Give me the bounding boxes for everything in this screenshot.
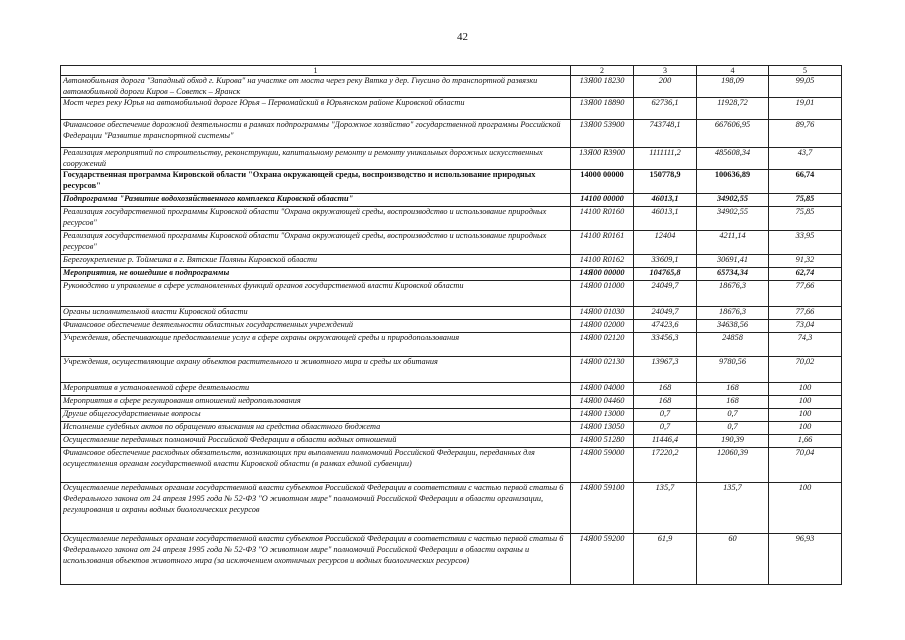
cell-fact: 60 (697, 534, 769, 585)
table-row (61, 194, 842, 207)
cell-name: Мероприятия в установленной сфере деятельности (61, 383, 571, 396)
cell-fact: 4211,14 (697, 231, 769, 255)
cell-name: Органы исполнительной власти Кировской области (61, 307, 571, 320)
cell-pct: 100 (769, 409, 842, 422)
cell-plan: 168 (634, 396, 697, 409)
table-row (61, 357, 842, 383)
budget-table-body (61, 66, 842, 585)
cell-name: Осуществление переданных полномочий Российской Федерации в области водных отношений (61, 435, 571, 448)
cell-pct: 33,95 (769, 231, 842, 255)
budget-table (60, 65, 842, 585)
cell-fact: 135,7 (697, 483, 769, 534)
table-row (61, 320, 842, 333)
cell-pct: 91,32 (769, 255, 842, 268)
table-row (61, 448, 842, 483)
cell-pct: 73,04 (769, 320, 842, 333)
cell-pct: 77,66 (769, 281, 842, 307)
table-row (61, 396, 842, 409)
cell-plan: 135,7 (634, 483, 697, 534)
cell-pct: 66,74 (769, 170, 842, 194)
cell-plan: 12404 (634, 231, 697, 255)
cell-name: Финансовое обеспечение расходных обязательств, возникающих при выполнении полномочий Российской Федерации, переданных для осуществления органам государственной власти Кировской области (в рамках единой субвенции) (61, 448, 571, 483)
cell-fact: 0,7 (697, 409, 769, 422)
cell-name: Мероприятия в сфере регулирования отношений недропользования (61, 396, 571, 409)
cell-plan: 33609,1 (634, 255, 697, 268)
cell-pct: 70,02 (769, 357, 842, 383)
cell-name: Руководство и управление в сфере установленных функций органов государственной власти Кировской области (61, 281, 571, 307)
cell-fact: 9780,56 (697, 357, 769, 383)
cell-pct: 100 (769, 383, 842, 396)
cell-fact: 485608,34 (697, 148, 769, 170)
cell-fact: 100636,89 (697, 170, 769, 194)
cell-name: Автомобильная дорога "Западный обход г. Кирова" на участке от моста через реку Вятка у дер. Гнусино до транспортной развязки автомобильной дороги Киров – Советск – Яранск (61, 76, 571, 98)
cell-pct: 1,66 (769, 435, 842, 448)
cell-code: 14Я00 59200 (571, 534, 634, 585)
cell-pct: 75,85 (769, 207, 842, 231)
page-number: 42 (457, 31, 468, 43)
cell-plan: 150778,9 (634, 170, 697, 194)
cell-name: Реализация мероприятий по строительству, реконструкции, капитальному ремонту и ремонту уникальных дорожных искусственных сооружений (61, 148, 571, 170)
cell-code: 14Я00 04460 (571, 396, 634, 409)
cell-name: Осуществление переданных органам государственной власти субъектов Российской Федерации в соответствии с частью первой статьи 6 Федерального закона от 24 апреля 1995 года № 52-ФЗ "О животном мире" полномочий Российской Федерации в области организации, регулирования и охраны водных биологических ресурсов (61, 483, 571, 534)
table-row (61, 483, 842, 534)
cell-code: 14100 R0161 (571, 231, 634, 255)
cell-pct: 89,76 (769, 120, 842, 148)
cell-code: 13Я00 18230 (571, 76, 634, 98)
cell-code: 14Я00 02130 (571, 357, 634, 383)
cell-pct: 70,04 (769, 448, 842, 483)
table-row (61, 231, 842, 255)
cell-plan: 104765,8 (634, 268, 697, 281)
cell-fact: 24858 (697, 333, 769, 357)
cell-name: Берегоукрепление р. Тоймешка в г. Вятские Поляны Кировской области (61, 255, 571, 268)
column-header: 3 (634, 66, 697, 76)
cell-plan: 743748,1 (634, 120, 697, 148)
cell-name: Государственная программа Кировской области "Охрана окружающей среды, воспроизводство и использование природных ресурсов" (61, 170, 571, 194)
cell-fact: 11928,72 (697, 98, 769, 120)
cell-plan: 24049,7 (634, 281, 697, 307)
column-header: 4 (697, 66, 769, 76)
cell-plan: 17220,2 (634, 448, 697, 483)
cell-fact: 12060,39 (697, 448, 769, 483)
table-row (61, 170, 842, 194)
cell-code: 14Я00 01000 (571, 281, 634, 307)
cell-fact: 30691,41 (697, 255, 769, 268)
table-row (61, 409, 842, 422)
cell-name: Учреждения, осуществляющие охрану объектов растительного и животного мира и среды их обитания (61, 357, 571, 383)
cell-code: 14100 R0160 (571, 207, 634, 231)
cell-code: 14Я00 01030 (571, 307, 634, 320)
cell-pct: 19,01 (769, 98, 842, 120)
cell-plan: 168 (634, 383, 697, 396)
cell-code: 14100 00000 (571, 194, 634, 207)
cell-code: 14000 00000 (571, 170, 634, 194)
cell-plan: 1111111,2 (634, 148, 697, 170)
cell-name: Учреждения, обеспечивающие предоставление услуг в сфере охраны окружающей среды и природопользования (61, 333, 571, 357)
cell-pct: 99,05 (769, 76, 842, 98)
cell-fact: 65734,34 (697, 268, 769, 281)
column-header: 5 (769, 66, 842, 76)
cell-code: 14Я00 51280 (571, 435, 634, 448)
cell-code: 14Я00 59000 (571, 448, 634, 483)
cell-code: 13Я00 53900 (571, 120, 634, 148)
cell-name: Реализация государственной программы Кировской области "Охрана окружающей среды, воспроизводство и использование природных ресурсов" (61, 207, 571, 231)
table-row (61, 268, 842, 281)
cell-plan: 0,7 (634, 422, 697, 435)
cell-code: 14Я00 04000 (571, 383, 634, 396)
table-header-row (61, 66, 842, 76)
cell-fact: 34902,55 (697, 194, 769, 207)
cell-name: Реализация государственной программы Кировской области "Охрана окружающей среды, воспроизводство и использование природных ресурсов" (61, 231, 571, 255)
cell-plan: 24049,7 (634, 307, 697, 320)
cell-code: 14Я00 13050 (571, 422, 634, 435)
cell-name: Подпрограмма "Развитие водохозяйственного комплекса Кировской области" (61, 194, 571, 207)
table-row (61, 534, 842, 585)
cell-plan: 61,9 (634, 534, 697, 585)
cell-name: Исполнение судебных актов по обращению взыскания на средства областного бюджета (61, 422, 571, 435)
cell-plan: 47423,6 (634, 320, 697, 333)
cell-fact: 168 (697, 383, 769, 396)
table-row (61, 76, 842, 98)
cell-code: 14100 R0162 (571, 255, 634, 268)
table-row (61, 255, 842, 268)
cell-code: 13Я00 R3900 (571, 148, 634, 170)
cell-pct: 100 (769, 483, 842, 534)
cell-pct: 100 (769, 422, 842, 435)
cell-code: 14Я00 00000 (571, 268, 634, 281)
table-row (61, 148, 842, 170)
cell-name: Мост через реку Юрья на автомобильной дороге Юрья – Первомайский в Юрьянском районе Кировской области (61, 98, 571, 120)
cell-fact: 667606,95 (697, 120, 769, 148)
cell-plan: 46013,1 (634, 207, 697, 231)
cell-plan: 33456,3 (634, 333, 697, 357)
cell-fact: 34902,55 (697, 207, 769, 231)
cell-pct: 43,7 (769, 148, 842, 170)
cell-fact: 0,7 (697, 422, 769, 435)
table-row (61, 207, 842, 231)
cell-name: Финансовое обеспечение деятельности областных государственных учреждений (61, 320, 571, 333)
cell-name: Финансовое обеспечение дорожной деятельности в рамках подпрограммы "Дорожное хозяйство" государственной программы Российской Федерации "Развитие транспортной системы" (61, 120, 571, 148)
cell-name: Осуществление переданных органам государственной власти субъектов Российской Федерации в соответствии с частью первой статьи 6 Федерального закона от 24 апреля 1995 года № 52-ФЗ "О животном мире" полномочий Российской Федерации в области охраны и использования объектов животного мира (за исключением охотничьих ресурсов и водных биологических ресурсов) (61, 534, 571, 585)
cell-pct: 74,3 (769, 333, 842, 357)
cell-pct: 100 (769, 396, 842, 409)
table-row (61, 435, 842, 448)
table-row (61, 120, 842, 148)
cell-name: Мероприятия, не вошедшие в подпрограммы (61, 268, 571, 281)
cell-fact: 198,09 (697, 76, 769, 98)
cell-code: 14Я00 13000 (571, 409, 634, 422)
cell-fact: 34638,56 (697, 320, 769, 333)
cell-fact: 190,39 (697, 435, 769, 448)
cell-plan: 200 (634, 76, 697, 98)
cell-name: Другие общегосударственные вопросы (61, 409, 571, 422)
cell-plan: 0,7 (634, 409, 697, 422)
cell-plan: 11446,4 (634, 435, 697, 448)
table-row (61, 333, 842, 357)
column-header: 1 (61, 66, 571, 76)
table-row (61, 98, 842, 120)
cell-code: 13Я00 18890 (571, 98, 634, 120)
column-header: 2 (571, 66, 634, 76)
cell-fact: 18676,3 (697, 307, 769, 320)
table-row (61, 281, 842, 307)
cell-pct: 77,66 (769, 307, 842, 320)
cell-plan: 46013,1 (634, 194, 697, 207)
cell-code: 14Я00 02120 (571, 333, 634, 357)
cell-pct: 62,74 (769, 268, 842, 281)
cell-pct: 75,85 (769, 194, 842, 207)
cell-code: 14Я00 59100 (571, 483, 634, 534)
cell-fact: 168 (697, 396, 769, 409)
table-row (61, 422, 842, 435)
table-row (61, 307, 842, 320)
cell-code: 14Я00 02000 (571, 320, 634, 333)
cell-plan: 13967,3 (634, 357, 697, 383)
table-row (61, 383, 842, 396)
cell-pct: 96,93 (769, 534, 842, 585)
cell-fact: 18676,3 (697, 281, 769, 307)
cell-plan: 62736,1 (634, 98, 697, 120)
